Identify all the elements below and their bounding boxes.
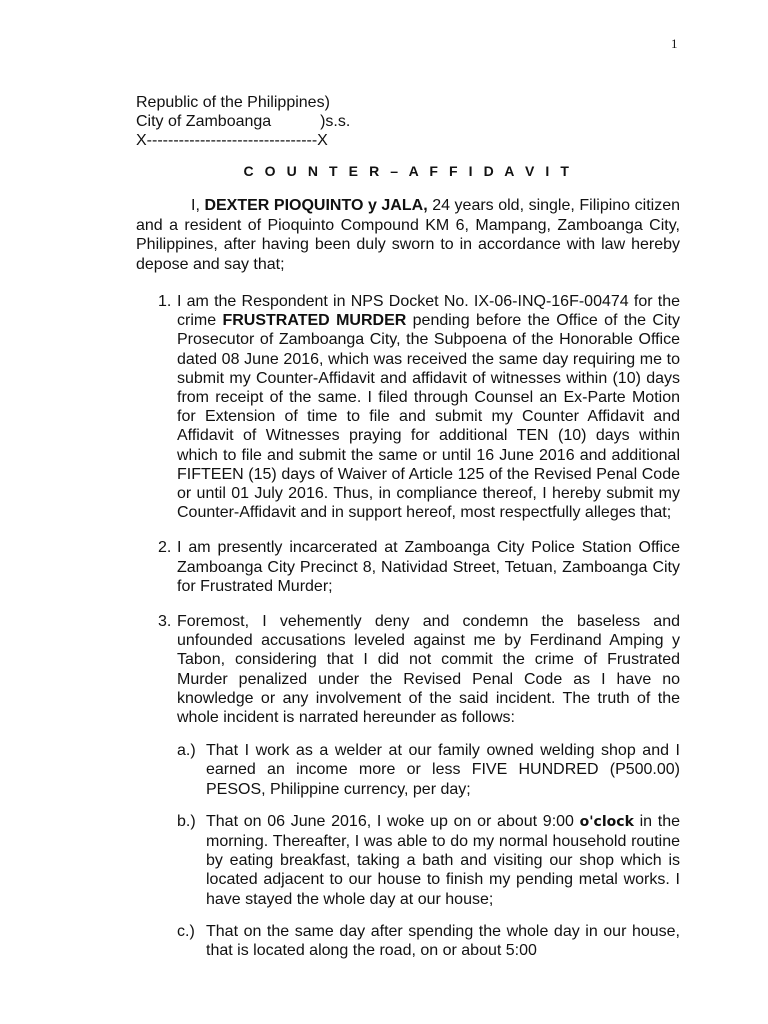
- intro-prefix: I,: [191, 197, 205, 214]
- document-caption: [136, 93, 350, 150]
- document-title: C O U N T E R – A F F I D A V I T: [243, 163, 573, 179]
- allegation-item: [158, 538, 680, 596]
- sub-item: [177, 812, 680, 909]
- item-text-part: I am the Respondent in NPS Docket No. IX-06-INQ-16F-00474 for the crime: [177, 293, 680, 330]
- item-text: I am presently incarcerated at Zamboanga City Police Station Office Zamboanga City Precinct 8, Natividad Street, Tetuan, Zamboanga City for Frustrated Murder;: [177, 539, 680, 595]
- item-text: [177, 293, 680, 521]
- affiant-name: DEXTER PIOQUINTO y JALA,: [204, 197, 428, 214]
- allegation-item: [158, 612, 680, 960]
- item-text: Foremost, I vehemently deny and condemn the baseless and unfounded accusations leveled against me by Ferdinand Amping y Tabon, considering that I did not commit the crime of Frustrated Murder penalized under the Revised Penal Code as I have no knowledge or any involvement of the said incident. The truth of the whole incident is narrated hereunder as follows:: [177, 613, 680, 727]
- sub-item-text-part: That on 06 June 2016, I woke up on or about 9:00: [206, 812, 580, 830]
- sub-item-letter: b.): [177, 812, 196, 830]
- caption-country: Republic of the Philippines): [136, 94, 330, 111]
- crime-name: FRUSTRATED MURDER: [222, 312, 407, 330]
- sub-item-text: [206, 813, 680, 908]
- allegation-item: [158, 292, 680, 522]
- sub-item-text-part: in the morning. Thereafter, I was able to do my normal household routine by eating breakfast, taking a bath and visiting our shop which is located adjacent to our house to finish my pending metal works. I have stayed the whole day at our house;: [206, 812, 681, 908]
- item-number: 3.: [158, 613, 172, 631]
- item-number: 2.: [158, 539, 172, 557]
- narration-sublist: [177, 741, 680, 960]
- page-number: 1: [671, 36, 678, 51]
- sub-item-letter: a.): [177, 742, 196, 760]
- time-emphasis: o'clock: [579, 813, 634, 830]
- caption-city: City of Zamboanga )s.s.: [136, 113, 351, 130]
- sub-item-text: That on the same day after spending the whole day in our house, that is located along the road, on or about 5:00: [206, 922, 680, 960]
- item-number: 1.: [158, 293, 172, 310]
- sub-item-text: That I work as a welder at our family owned welding shop and I earned an income more or less FIVE HUNDRED (P500.00) PESOS, Philippine currency, per day;: [206, 742, 680, 798]
- sub-item-letter: c.): [177, 922, 195, 940]
- intro-rest: 24 years old, single, Filipino citizen and a resident of Pioquinto Compound KM 6, Mampang, Zamboanga City, Philippines, after having been duly sworn to in accordance with law hereby depose and say that;: [136, 197, 680, 273]
- item-text-part: pending before the Office of the City Prosecutor of Zamboanga City, the Subpoena of the Honorable Office dated 08 June 2016, which was received the same day requiring me to submit my Counter-Affidavit and affidavit of witnesses within (10) days from receipt of the same. I filed through Counsel an Ex-Parte Motion for Extension of time to file and submit my Counter Affidavit and Affidavit of Witnesses praying for additional TEN (10) days within which to file and submit the same or until 16 June 2016 and additional FIFTEEN (15) days of Waiver of Article 125 of the Revised Penal Code or until 01 July 2016. Thus, in compliance thereof, I hereby submit my Counter-Affidavit and in support hereof, most respectfully alleges that;: [177, 312, 680, 522]
- intro-paragraph: [136, 196, 680, 274]
- sub-item: [177, 741, 680, 799]
- sub-item: [177, 922, 680, 960]
- allegations-list: [158, 292, 680, 976]
- caption-divider: X--------------------------------X: [136, 132, 328, 149]
